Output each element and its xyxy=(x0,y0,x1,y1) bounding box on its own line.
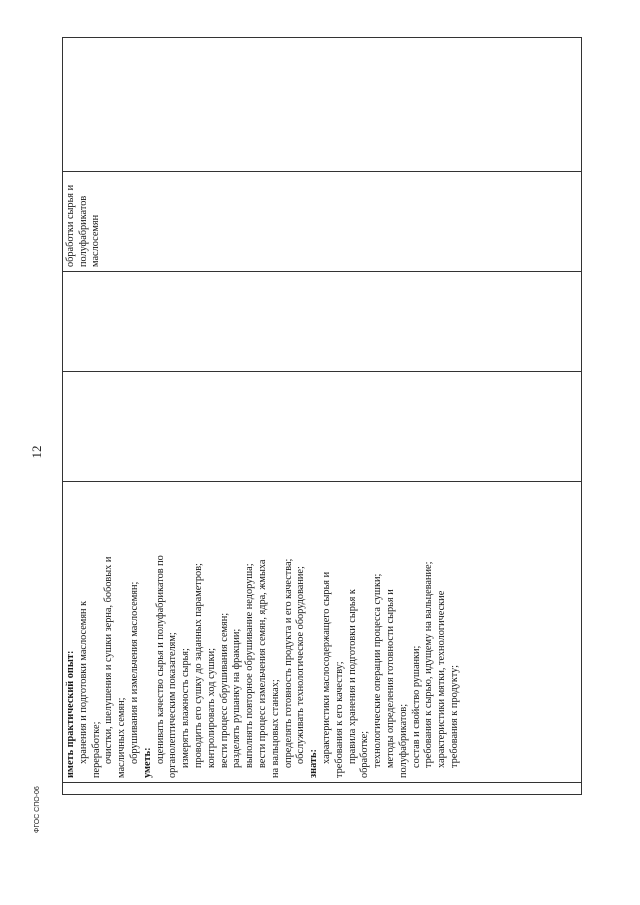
text-line: характеристики мятки, технологические xyxy=(436,590,448,768)
text-line: очистки, шелушения и сушки зерна, бобовых и xyxy=(103,556,115,764)
text-line: состав и свойство рушанки; xyxy=(410,645,422,768)
text-line: проводить его сушку до заданных параметров; xyxy=(192,563,204,768)
text-line: требования к сырью, идущему на вальцевание; xyxy=(423,561,435,768)
table-cell-requirements xyxy=(63,482,582,783)
text-line: на вальцовых станках; xyxy=(269,679,281,778)
text-line: технологические операции процесса сушки; xyxy=(372,573,384,768)
table-cell-module-name xyxy=(63,172,582,272)
text-line: измерять влажность сырья; xyxy=(180,648,192,768)
text-line: контролировать ход сушки; xyxy=(205,648,217,768)
text-line: обрушивания и измельчения маслосемян; xyxy=(128,581,140,764)
page-number: 12 xyxy=(29,445,44,459)
text-line: оценивать качество сырья и полуфабрикатов по xyxy=(154,555,166,764)
competency-table xyxy=(62,37,582,795)
text-line: органолептическим показателям; xyxy=(167,632,179,778)
table-cell-empty xyxy=(63,272,582,372)
document-code-footer: ФГОС СПО-06 xyxy=(34,786,41,833)
text-line: методы определения готовности сырья и xyxy=(384,589,396,768)
requirements-text xyxy=(65,486,462,778)
text-line: маслосемян xyxy=(90,214,102,267)
text-line: требования к его качеству; xyxy=(333,661,345,778)
text-line: характеристики маслосодержащего сырья и xyxy=(320,571,332,764)
text-line: обслуживать технологическое оборудование; xyxy=(295,566,307,764)
text-line: вести процесс измельчения семян, ядра, жмыха xyxy=(256,559,268,768)
text-line: обработке; xyxy=(359,730,371,778)
text-line: разделять рушанку на фракции; xyxy=(231,628,243,768)
table-cell-empty xyxy=(63,372,582,482)
text-line: полуфабрикатов; xyxy=(397,703,409,778)
text-line: определять готовность продукта и его качества; xyxy=(282,558,294,768)
table-row xyxy=(63,38,582,795)
text-line: обработки сырья и xyxy=(65,184,76,267)
text-line: вести процесс обрушивания семян; xyxy=(218,612,230,768)
text-line: требования к продукту; xyxy=(448,665,460,768)
table-cell-index xyxy=(63,783,582,795)
text-line: переработке; xyxy=(90,721,102,778)
module-name-text xyxy=(65,176,103,267)
text-line: уметь: xyxy=(141,747,153,778)
table-cell-empty xyxy=(63,38,582,172)
text-line: масличных семян; xyxy=(116,697,128,778)
text-line: хранения и подготовки маслосемян к xyxy=(77,600,89,764)
text-line: правила хранения и подготовки сырья к xyxy=(346,589,358,764)
text-line: знать: xyxy=(308,749,320,778)
text-line: выполнять повторное обрушивание недоруша; xyxy=(244,563,256,768)
text-line: иметь практический опыт: xyxy=(65,650,76,778)
text-line: полуфабрикатов xyxy=(77,195,89,267)
